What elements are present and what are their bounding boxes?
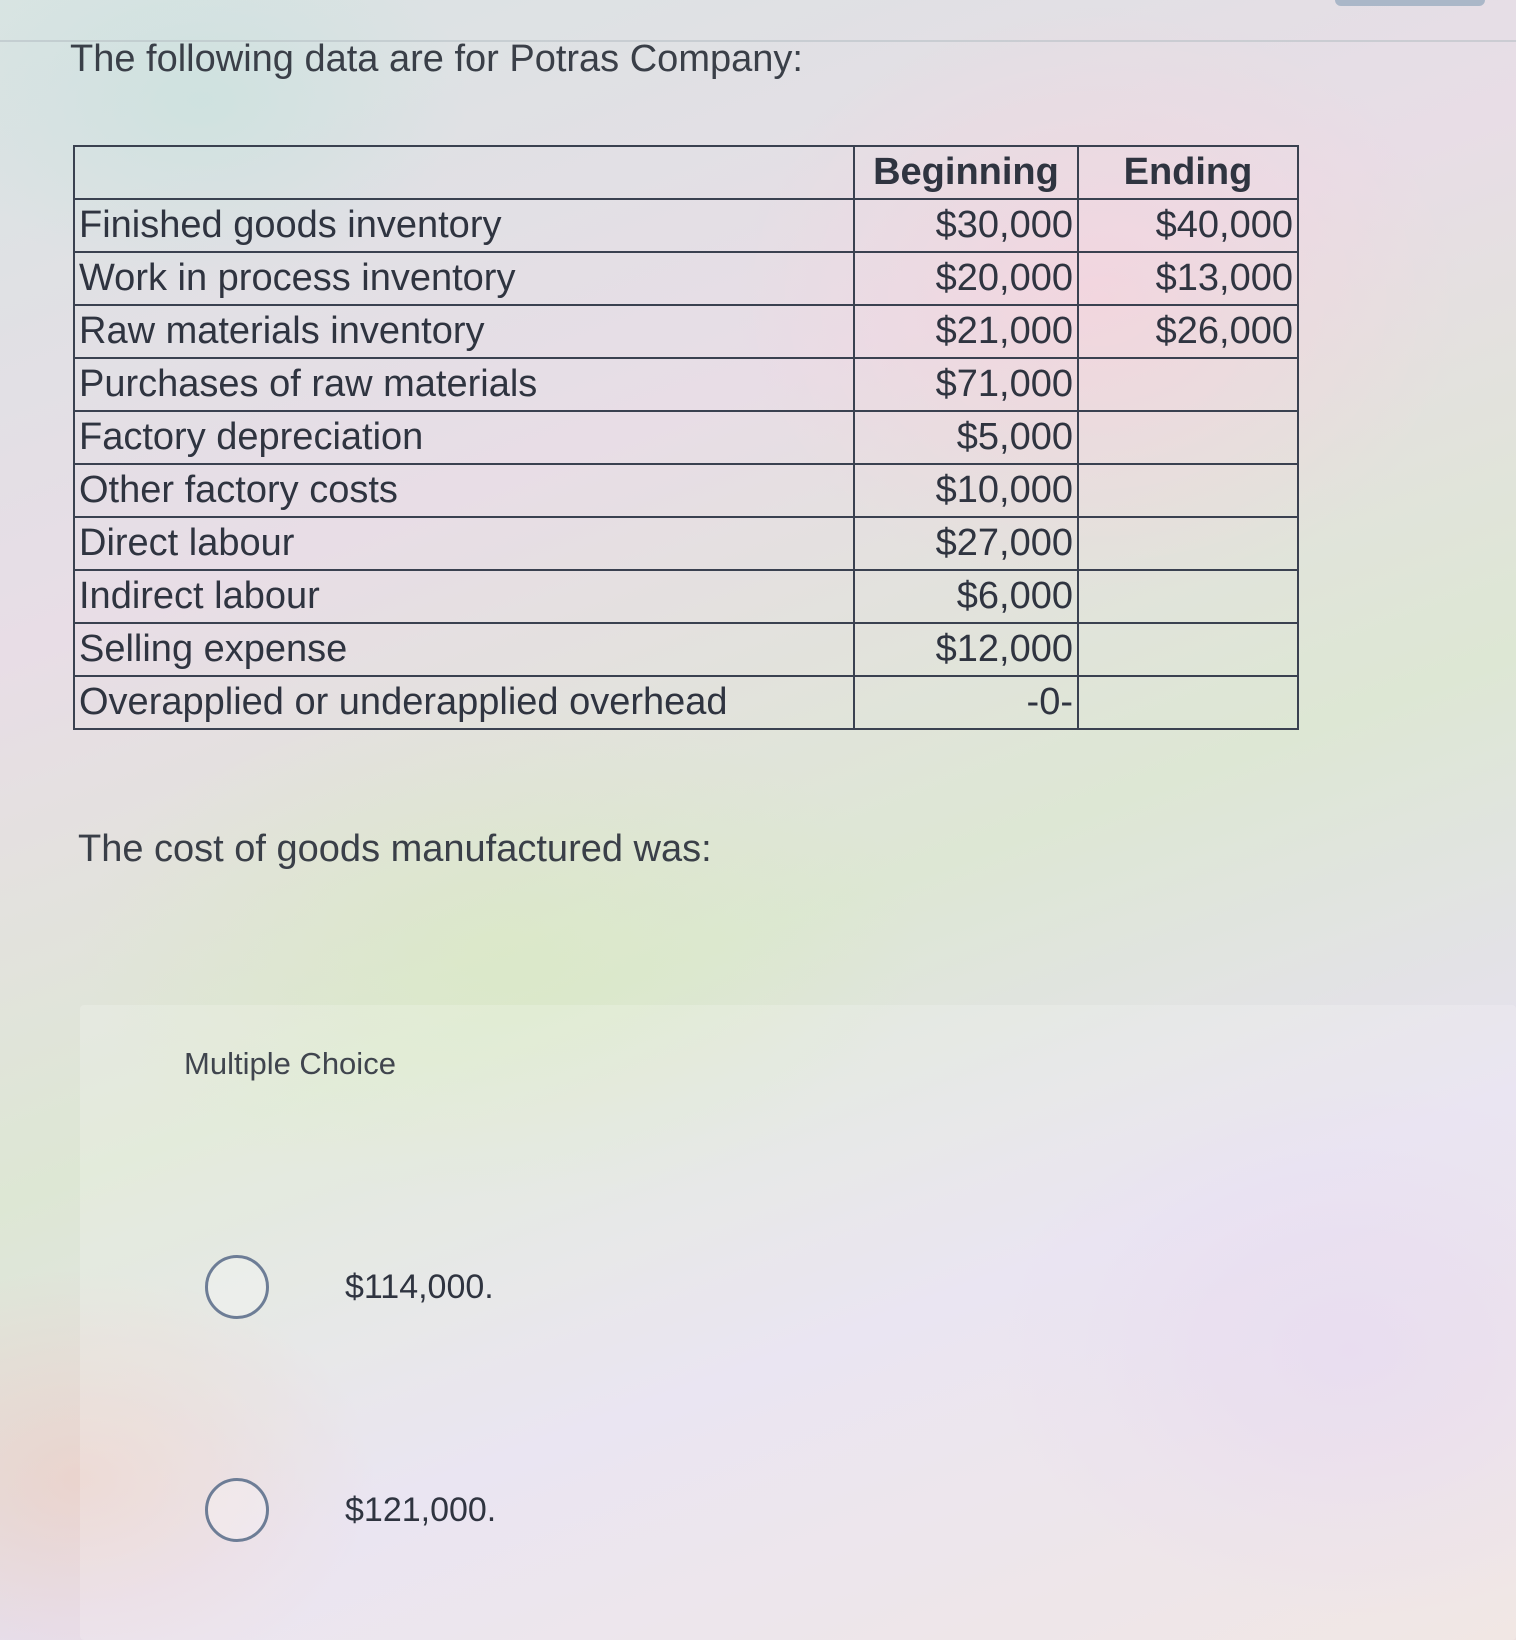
table-row: [74, 570, 1298, 623]
row-beginning-value: $12,000: [854, 623, 1078, 676]
table-row: [74, 358, 1298, 411]
row-ending-value: $26,000: [1078, 305, 1298, 358]
row-ending-value: [1078, 411, 1298, 464]
table-row: [74, 464, 1298, 517]
radio-button-icon[interactable]: [205, 1255, 269, 1319]
row-beginning-value: $10,000: [854, 464, 1078, 517]
table-row: [74, 676, 1298, 729]
table-row: [74, 411, 1298, 464]
row-label: Overapplied or underapplied overhead: [74, 676, 854, 729]
table-row: [74, 623, 1298, 676]
answer-option-1[interactable]: [205, 1255, 494, 1319]
row-beginning-value: $5,000: [854, 411, 1078, 464]
row-beginning-value: $20,000: [854, 252, 1078, 305]
row-ending-value: [1078, 358, 1298, 411]
row-beginning-value: -0-: [854, 676, 1078, 729]
header-beginning: Beginning: [854, 146, 1078, 199]
table-row: [74, 305, 1298, 358]
row-beginning-value: $6,000: [854, 570, 1078, 623]
row-ending-value: [1078, 464, 1298, 517]
header-ending: Ending: [1078, 146, 1298, 199]
question-prompt: The cost of goods manufactured was:: [78, 828, 712, 870]
top-tab-indicator: [1335, 0, 1485, 6]
multiple-choice-panel: [80, 1005, 1516, 1640]
inventory-data-table: [73, 145, 1299, 730]
row-beginning-value: $27,000: [854, 517, 1078, 570]
row-beginning-value: $30,000: [854, 199, 1078, 252]
answer-option-label[interactable]: $114,000.: [345, 1267, 494, 1306]
row-beginning-value: $21,000: [854, 305, 1078, 358]
radio-button-icon[interactable]: [205, 1478, 269, 1542]
table-row: [74, 252, 1298, 305]
row-label: Selling expense: [74, 623, 854, 676]
row-label: Raw materials inventory: [74, 305, 854, 358]
row-ending-value: $13,000: [1078, 252, 1298, 305]
row-beginning-value: $71,000: [854, 358, 1078, 411]
answer-option-label[interactable]: $121,000.: [345, 1490, 497, 1529]
header-label-cell: [74, 146, 854, 199]
row-label: Work in process inventory: [74, 252, 854, 305]
row-label: Purchases of raw materials: [74, 358, 854, 411]
row-ending-value: [1078, 623, 1298, 676]
question-intro: The following data are for Potras Company:: [70, 38, 803, 80]
row-ending-value: [1078, 676, 1298, 729]
row-label: Other factory costs: [74, 464, 854, 517]
row-label: Factory depreciation: [74, 411, 854, 464]
row-ending-value: [1078, 517, 1298, 570]
table-row: [74, 517, 1298, 570]
row-label: Direct labour: [74, 517, 854, 570]
row-ending-value: [1078, 570, 1298, 623]
table-header-row: [74, 146, 1298, 199]
table-row: [74, 199, 1298, 252]
row-label: Finished goods inventory: [74, 199, 854, 252]
multiple-choice-title: Multiple Choice: [184, 1046, 396, 1081]
row-ending-value: $40,000: [1078, 199, 1298, 252]
row-label: Indirect labour: [74, 570, 854, 623]
answer-option-2[interactable]: [205, 1478, 496, 1542]
